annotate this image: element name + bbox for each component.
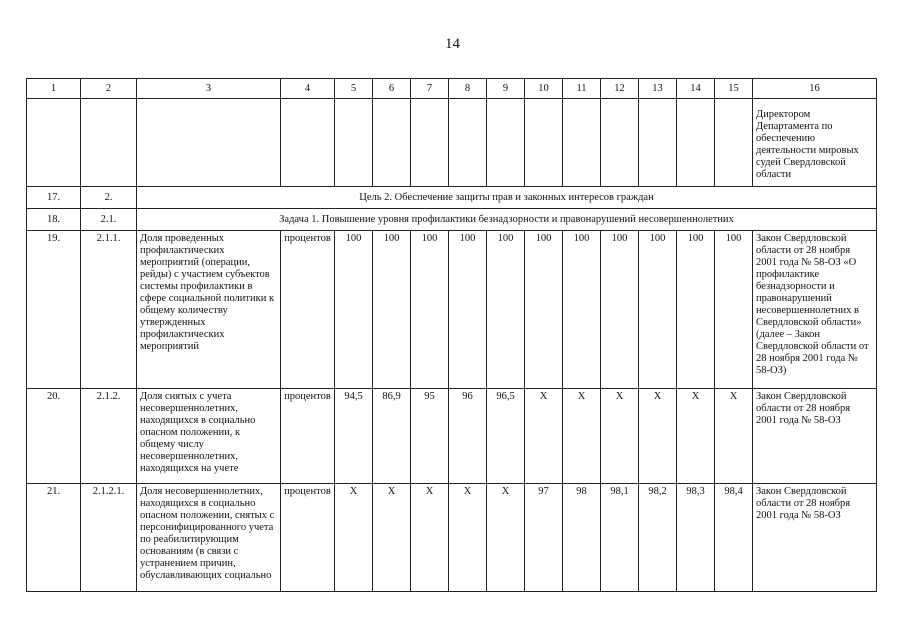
value-cell: X <box>639 389 677 484</box>
value-cell: 98,3 <box>677 484 715 592</box>
row-number: 19. <box>27 231 81 389</box>
column-header: 3 <box>137 79 281 99</box>
page-number: 14 <box>445 36 460 52</box>
value-cell: 100 <box>639 231 677 389</box>
value-cell: X <box>601 389 639 484</box>
row-number: 17. <box>27 187 81 209</box>
value-cell: X <box>715 389 753 484</box>
value-cell: 95 <box>411 389 449 484</box>
value-cell: 100 <box>487 231 525 389</box>
value-cell: 97 <box>525 484 563 592</box>
value-cell: 86,9 <box>373 389 411 484</box>
column-header: 4 <box>281 79 335 99</box>
value-cell: 100 <box>715 231 753 389</box>
value-cell: 98 <box>563 484 601 592</box>
column-header: 8 <box>449 79 487 99</box>
value-cell: 100 <box>563 231 601 389</box>
value-cell: 100 <box>411 231 449 389</box>
indicator-name: Доля несовершеннолетних, находящихся в социально опасном положении, снятых с персонифицированного учета по реабилитирующим основаниям (в связи с устранением причин, обуславливающих социально <box>137 484 281 592</box>
unit-cell: процентов <box>281 389 335 484</box>
row-code: 2.1.2. <box>81 389 137 484</box>
legal-source: Закон Свердловской области от 28 ноября 2001 года № 58-ОЗ <box>753 389 877 484</box>
column-header: 1 <box>27 79 81 99</box>
table-row <box>27 484 877 592</box>
value-cell: 94,5 <box>335 389 373 484</box>
row-number: 21. <box>27 484 81 592</box>
row-number: 20. <box>27 389 81 484</box>
unit-cell: процентов <box>281 484 335 592</box>
value-cell: X <box>677 389 715 484</box>
column-header: 10 <box>525 79 563 99</box>
column-header: 2 <box>81 79 137 99</box>
legal-source: Закон Свердловской области от 28 ноября 2001 года № 58-ОЗ «О профилактике безнадзорности и правонарушений несовершеннолетних в Свердловской области» (далее – Закон Свердловской области от 28 ноября 2001 года № 58-ОЗ) <box>753 231 877 389</box>
value-cell: 98,1 <box>601 484 639 592</box>
value-cell: 96,5 <box>487 389 525 484</box>
task-text: Задача 1. Повышение уровня профилактики безнадзорности и правонарушений несовершеннолетних <box>137 209 877 231</box>
column-header: 7 <box>411 79 449 99</box>
indicator-name: Доля снятых с учета несовершеннолетних, находящихся в социально опасном положении, к общему числу несовершеннолетних, находящихся на учете <box>137 389 281 484</box>
value-cell: 100 <box>601 231 639 389</box>
value-cell: X <box>487 484 525 592</box>
value-cell: 98,2 <box>639 484 677 592</box>
row-code: 2.1.2.1. <box>81 484 137 592</box>
column-header: 14 <box>677 79 715 99</box>
continued-row <box>27 99 877 187</box>
goal-text: Цель 2. Обеспечение защиты прав и законных интересов граждан <box>137 187 877 209</box>
value-cell: 100 <box>677 231 715 389</box>
column-header: 6 <box>373 79 411 99</box>
value-cell: X <box>335 484 373 592</box>
column-header: 5 <box>335 79 373 99</box>
column-header: 9 <box>487 79 525 99</box>
goal-row <box>27 187 877 209</box>
value-cell: 100 <box>525 231 563 389</box>
value-cell: X <box>373 484 411 592</box>
column-number-row <box>27 79 877 99</box>
column-header: 12 <box>601 79 639 99</box>
value-cell: 100 <box>335 231 373 389</box>
row-code: 2.1. <box>81 209 137 231</box>
row-code: 2.1.1. <box>81 231 137 389</box>
column-header: 11 <box>563 79 601 99</box>
responsible-cell: Директором Департамента по обеспечению деятельности мировых судей Свердловской области <box>753 99 877 187</box>
value-cell: 96 <box>449 389 487 484</box>
column-header: 13 <box>639 79 677 99</box>
table-row <box>27 389 877 484</box>
row-code: 2. <box>81 187 137 209</box>
value-cell: 98,4 <box>715 484 753 592</box>
value-cell: X <box>411 484 449 592</box>
value-cell: X <box>563 389 601 484</box>
indicators-table <box>26 78 877 592</box>
table-row <box>27 231 877 389</box>
task-row <box>27 209 877 231</box>
column-header: 15 <box>715 79 753 99</box>
legal-source: Закон Свердловской области от 28 ноября 2001 года № 58-ОЗ <box>753 484 877 592</box>
unit-cell: процентов <box>281 231 335 389</box>
value-cell: 100 <box>373 231 411 389</box>
indicator-name: Доля проведенных профилактических мероприятий (операции, рейды) с участием субъектов системы профилактики в сфере социальной политики к общему количеству утвержденных профилактических мероприятий <box>137 231 281 389</box>
value-cell: X <box>525 389 563 484</box>
row-number: 18. <box>27 209 81 231</box>
column-header: 16 <box>753 79 877 99</box>
value-cell: X <box>449 484 487 592</box>
value-cell: 100 <box>449 231 487 389</box>
